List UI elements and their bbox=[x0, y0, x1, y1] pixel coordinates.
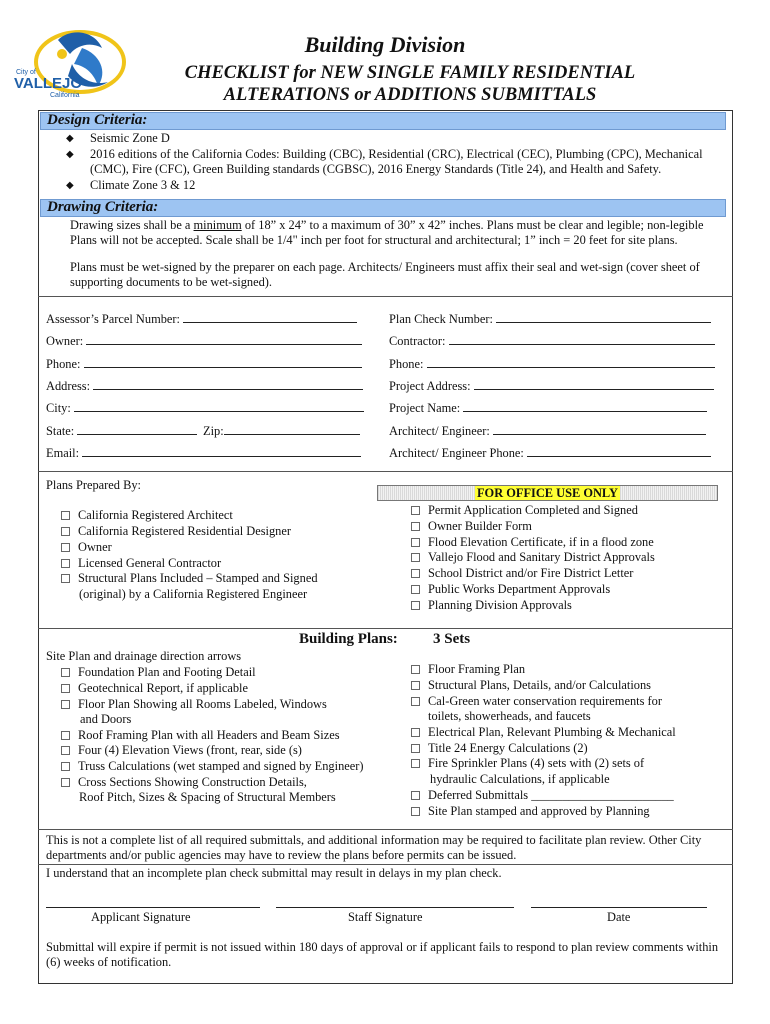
notice-text: This is not a complete list of all required submittals, and additional information may be required to facilitate plan review. Other City departments and/or public agencies may have to review the plans before permits can be issued. bbox=[46, 833, 702, 862]
plan-checkbox-item[interactable]: Cross Sections Showing Construction Details, bbox=[61, 775, 307, 791]
plan-item-continuation: hydraulic Calculations, if applicable bbox=[430, 772, 610, 786]
plan-check-number-field[interactable]: Plan Check Number: bbox=[389, 311, 711, 327]
checkbox-icon[interactable] bbox=[411, 744, 420, 753]
divider bbox=[38, 864, 733, 865]
checkbox-icon[interactable] bbox=[411, 807, 420, 816]
diamond-bullet-icon: ◆ bbox=[66, 149, 74, 160]
checkbox-architect[interactable]: California Registered Architect bbox=[61, 508, 233, 524]
staff-signature-label: Staff Signature bbox=[348, 910, 423, 924]
logo-city-name: VALLEJO bbox=[14, 75, 83, 92]
email-field[interactable]: Email: bbox=[46, 445, 361, 461]
plan-checkbox-item[interactable]: Four (4) Elevation Views (front, rear, side (s) bbox=[61, 743, 302, 759]
checkbox-contractor[interactable]: Licensed General Contractor bbox=[61, 556, 221, 572]
office-checkbox-item[interactable]: School District and/or Fire District Letter bbox=[411, 566, 633, 582]
checkbox-icon[interactable] bbox=[61, 762, 70, 771]
site-plan-intro: Site Plan and drainage direction arrows bbox=[46, 649, 242, 663]
plan-item-continuation: and Doors bbox=[80, 712, 132, 726]
checkbox-icon[interactable] bbox=[411, 791, 420, 800]
checkbox-icon[interactable] bbox=[411, 538, 420, 547]
building-plans-sets: 3 Sets bbox=[433, 631, 471, 647]
plan-checkbox-item[interactable]: Site Plan stamped and approved by Planning bbox=[411, 804, 650, 820]
project-phone-field[interactable]: Phone: bbox=[389, 356, 715, 372]
drawing-criteria-bar bbox=[40, 199, 726, 217]
divider bbox=[38, 829, 733, 830]
subtitle-line-2: ALTERATIONS or ADDITIONS SUBMITTALS bbox=[223, 85, 597, 105]
office-checkbox-item[interactable]: Vallejo Flood and Sanitary District Approvals bbox=[411, 550, 655, 566]
checkbox-icon[interactable] bbox=[61, 778, 70, 787]
checkbox-icon[interactable] bbox=[411, 759, 420, 768]
office-use-heading: FOR OFFICE USE ONLY bbox=[476, 486, 619, 500]
plan-checkbox-item[interactable]: Floor Plan Showing all Rooms Labeled, Windows bbox=[61, 697, 327, 713]
project-address-field[interactable]: Project Address: bbox=[389, 378, 714, 394]
checkbox-icon[interactable] bbox=[411, 681, 420, 690]
page-title: Building Division bbox=[304, 32, 466, 57]
design-item: ◆ 2016 editions of the California Codes: Building (CBC), Residential (CRC), Electrical (CEC), Plumbing (CPC), Mechanical (CMC), Fire (CFC), Green Building standards (CGBSC), 2016 Energy Standards (Title 24), and Health and Safety. bbox=[66, 147, 703, 176]
diamond-bullet-icon: ◆ bbox=[66, 180, 74, 191]
design-item: ◆ Climate Zone 3 & 12 bbox=[66, 178, 196, 192]
zip-field[interactable]: Zip: bbox=[203, 423, 360, 439]
checkbox-icon[interactable] bbox=[411, 728, 420, 737]
page-subtitle bbox=[0, 62, 770, 106]
contractor-field[interactable]: Contractor: bbox=[389, 333, 715, 349]
owner-field[interactable]: Owner: bbox=[46, 333, 362, 349]
divider bbox=[38, 628, 733, 629]
checkbox-icon[interactable] bbox=[411, 522, 420, 531]
parcel-number-field[interactable]: Assessor’s Parcel Number: bbox=[46, 311, 357, 327]
architect-engineer-field[interactable]: Architect/ Engineer: bbox=[389, 423, 706, 439]
plan-checkbox-item[interactable]: Foundation Plan and Footing Detail bbox=[61, 665, 256, 681]
plan-checkbox-item[interactable]: Structural Plans, Details, and/or Calculations bbox=[411, 678, 651, 694]
date-label: Date bbox=[607, 910, 631, 924]
design-criteria-bar bbox=[40, 112, 726, 130]
design-criteria-heading: Design Criteria: bbox=[47, 112, 148, 128]
checkbox-icon[interactable] bbox=[411, 601, 420, 610]
office-checkbox-item[interactable]: Permit Application Completed and Signed bbox=[411, 503, 638, 519]
plans-prepared-heading: Plans Prepared By: bbox=[46, 478, 141, 492]
diamond-bullet-icon: ◆ bbox=[66, 133, 74, 144]
checkbox-icon[interactable] bbox=[61, 700, 70, 709]
logo-small-text: City of bbox=[16, 69, 36, 76]
drawing-criteria-text: Drawing sizes shall be a minimum of 18” x 24” to a maximum of 30” x 42” inches. Plans must be clear and legible; non-legible Plans will not be accepted. Scale shall be 1/4" inch per foot for structural and architectural; 1” inch = 20 feet for site plans. bbox=[70, 218, 704, 247]
checkbox-icon[interactable] bbox=[411, 553, 420, 562]
checkbox-icon[interactable] bbox=[411, 569, 420, 578]
checkbox-icon[interactable] bbox=[411, 585, 420, 594]
divider bbox=[38, 471, 733, 472]
subtitle-line-1: CHECKLIST for NEW SINGLE FAMILY RESIDENTIAL bbox=[184, 63, 636, 83]
checkbox-icon[interactable] bbox=[61, 731, 70, 740]
acknowledgement-text: I understand that an incomplete plan check submittal may result in delays in my plan check. bbox=[46, 866, 502, 880]
checkbox-icon[interactable] bbox=[411, 506, 420, 515]
plan-checkbox-item[interactable]: Geotechnical Report, if applicable bbox=[61, 681, 248, 697]
checkbox-icon[interactable] bbox=[61, 543, 70, 552]
address-field[interactable]: Address: bbox=[46, 378, 363, 394]
plan-item-continuation: Roof Pitch, Sizes & Spacing of Structural Members bbox=[79, 790, 336, 804]
checkbox-icon[interactable] bbox=[61, 559, 70, 568]
checkbox-structural-plans[interactable]: Structural Plans Included – Stamped and Signed bbox=[61, 571, 318, 587]
staff-signature-line[interactable] bbox=[276, 907, 514, 908]
plan-checkbox-item[interactable]: Cal-Green water conservation requirements for bbox=[411, 694, 662, 710]
office-checkbox-item[interactable]: Planning Division Approvals bbox=[411, 598, 572, 614]
phone-field[interactable]: Phone: bbox=[46, 356, 362, 372]
logo-state: California bbox=[50, 92, 80, 99]
expiration-text: Submittal will expire if permit is not issued within 180 days of approval or if applicant fails to respond to plan review comments within (6) weeks of notification. bbox=[46, 940, 719, 969]
date-line[interactable] bbox=[531, 907, 707, 908]
plan-checkbox-item[interactable]: Fire Sprinkler Plans (4) sets with (2) sets of bbox=[411, 756, 644, 772]
checkbox-icon[interactable] bbox=[61, 574, 70, 583]
applicant-signature-label: Applicant Signature bbox=[91, 910, 191, 924]
drawing-criteria-heading: Drawing Criteria: bbox=[47, 199, 159, 215]
checkbox-icon[interactable] bbox=[61, 746, 70, 755]
checkbox-icon[interactable] bbox=[411, 697, 420, 706]
office-checkbox-item[interactable]: Public Works Department Approvals bbox=[411, 582, 610, 598]
divider bbox=[38, 296, 733, 297]
architect-engineer-phone-field[interactable]: Architect/ Engineer Phone: bbox=[389, 445, 711, 461]
plan-item-continuation: toilets, showerheads, and faucets bbox=[428, 709, 591, 723]
plan-checkbox-item[interactable]: Electrical Plan, Relevant Plumbing & Mechanical bbox=[411, 725, 676, 741]
structural-plans-continuation: (original) by a California Registered Engineer bbox=[79, 587, 308, 601]
checkbox-icon[interactable] bbox=[61, 527, 70, 536]
office-checkbox-item[interactable]: Flood Elevation Certificate, if in a flood zone bbox=[411, 535, 654, 551]
city-field[interactable]: City: bbox=[46, 400, 364, 416]
plan-checkbox-item[interactable]: Roof Framing Plan with all Headers and Beam Sizes bbox=[61, 728, 340, 744]
plan-checkbox-item[interactable]: Deferred Submittals _______________________ bbox=[411, 788, 674, 804]
checkbox-owner[interactable]: Owner bbox=[61, 540, 112, 556]
plan-checkbox-item[interactable]: Title 24 Energy Calculations (2) bbox=[411, 741, 588, 757]
checkbox-icon[interactable] bbox=[61, 684, 70, 693]
checkbox-icon[interactable] bbox=[61, 668, 70, 677]
plan-checkbox-item[interactable]: Truss Calculations (wet stamped and signed by Engineer) bbox=[61, 759, 364, 775]
applicant-signature-line[interactable] bbox=[46, 907, 260, 908]
office-checkbox-item[interactable]: Owner Builder Form bbox=[411, 519, 532, 535]
office-use-bar bbox=[377, 485, 718, 501]
building-plans-heading: Building Plans: bbox=[299, 631, 398, 647]
wet-sign-text: Plans must be wet-signed by the preparer on each page. Architects/ Engineers must affix their seal and wet-sign (cover sheet of supporting documents to be wet-signed). bbox=[70, 260, 700, 289]
project-name-field[interactable]: Project Name: bbox=[389, 400, 707, 416]
checkbox-icon[interactable] bbox=[61, 511, 70, 520]
state-field[interactable]: State: bbox=[46, 423, 197, 439]
checkbox-designer[interactable]: California Registered Residential Designer bbox=[61, 524, 291, 540]
checkbox-icon[interactable] bbox=[411, 665, 420, 674]
plan-checkbox-item[interactable]: Floor Framing Plan bbox=[411, 662, 525, 678]
design-item: ◆ Seismic Zone D bbox=[66, 131, 170, 145]
